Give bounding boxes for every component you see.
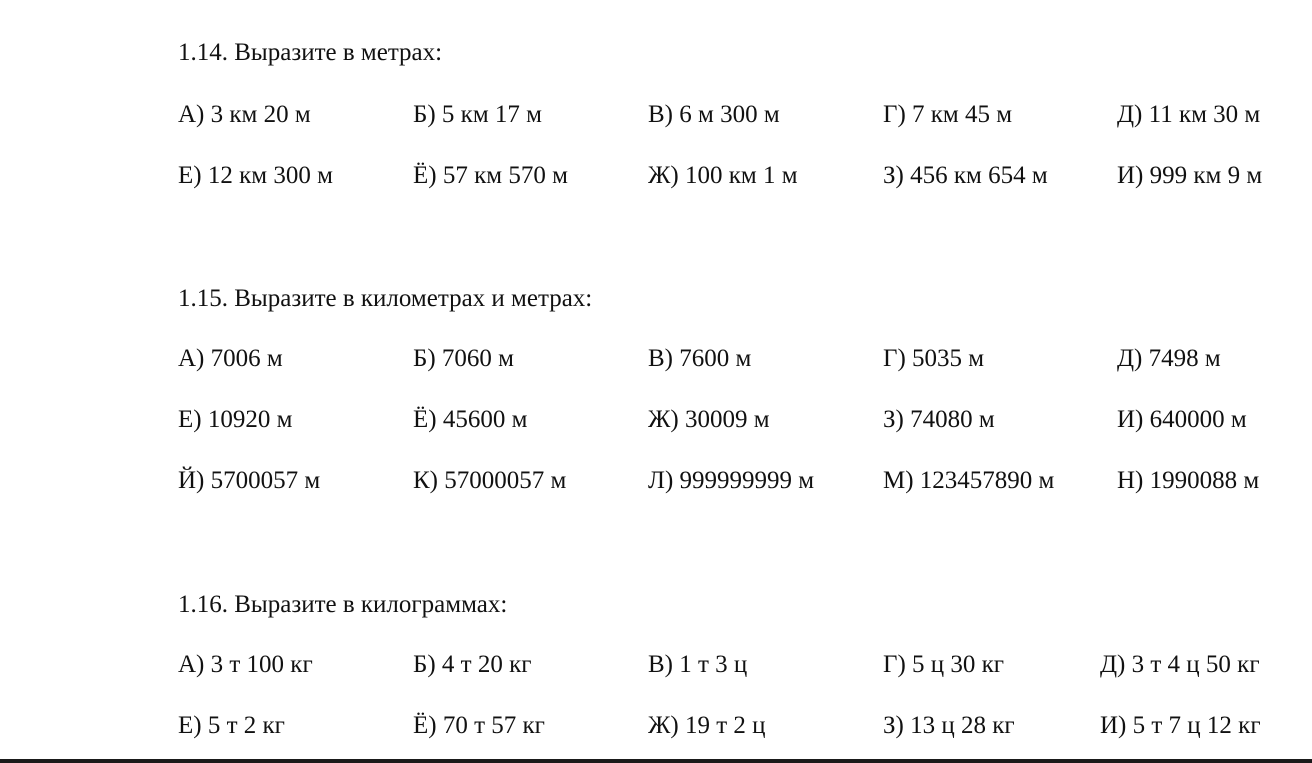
exercise-row <box>0 466 1312 496</box>
exercise-item: Б) 7060 м <box>413 345 515 372</box>
exercise-item: Д) 7498 м <box>1117 345 1221 372</box>
exercise-row <box>0 405 1312 435</box>
exercise-item: З) 456 км 654 м <box>883 162 1048 189</box>
exercise-item: Г) 5035 м <box>883 345 985 372</box>
exercise-item: Е) 5 т 2 кг <box>178 712 285 739</box>
exercise-row <box>0 711 1312 741</box>
exercise-row <box>0 100 1312 130</box>
exercise-item: Е) 10920 м <box>178 406 293 433</box>
exercise-item: Н) 1990088 м <box>1117 467 1260 494</box>
exercise-item: В) 1 т 3 ц <box>648 651 748 678</box>
page-bottom-divider <box>0 759 1312 763</box>
exercise-item: А) 7006 м <box>178 345 283 372</box>
exercise-item: Ж) 19 т 2 ц <box>648 712 766 739</box>
exercise-item: М) 123457890 м <box>883 467 1055 494</box>
exercise-item: З) 74080 м <box>883 406 995 433</box>
exercise-item: Е) 12 км 300 м <box>178 162 333 189</box>
exercise-item: Ё) 70 т 57 кг <box>413 712 545 739</box>
exercise-title: 1.16. Выразите в килограммах: <box>178 591 508 618</box>
exercise-item: И) 999 км 9 м <box>1117 162 1263 189</box>
exercise-item: Ж) 100 км 1 м <box>648 162 798 189</box>
exercise-item: И) 640000 м <box>1117 406 1247 433</box>
exercise-item: Б) 5 км 17 м <box>413 101 542 128</box>
exercise-item: В) 7600 м <box>648 345 752 372</box>
exercise-item: Г) 7 км 45 м <box>883 101 1013 128</box>
exercise-item: Й) 5700057 м <box>178 467 321 494</box>
exercise-row <box>0 650 1312 680</box>
exercise-title: 1.15. Выразите в километрах и метрах: <box>178 285 593 312</box>
exercise-item: Ж) 30009 м <box>648 406 770 433</box>
exercise-item: В) 6 м 300 м <box>648 101 780 128</box>
exercise-item: К) 57000057 м <box>413 467 567 494</box>
exercise-item: З) 13 ц 28 кг <box>883 712 1015 739</box>
exercise-title: 1.14. Выразите в метрах: <box>178 39 443 66</box>
exercise-item: Б) 4 т 20 кг <box>413 651 532 678</box>
exercise-item: Ё) 45600 м <box>413 406 528 433</box>
exercise-item: Д) 11 км 30 м <box>1117 101 1261 128</box>
exercise-item: А) 3 т 100 кг <box>178 651 313 678</box>
exercise-item: А) 3 км 20 м <box>178 101 311 128</box>
exercise-item: И) 5 т 7 ц 12 кг <box>1100 712 1261 739</box>
exercise-item: Ё) 57 км 570 м <box>413 162 568 189</box>
exercise-row <box>0 161 1312 191</box>
exercise-item: Л) 999999999 м <box>648 467 815 494</box>
exercise-row <box>0 344 1312 374</box>
exercise-item: Д) 3 т 4 ц 50 кг <box>1100 651 1260 678</box>
exercise-item: Г) 5 ц 30 кг <box>883 651 1005 678</box>
